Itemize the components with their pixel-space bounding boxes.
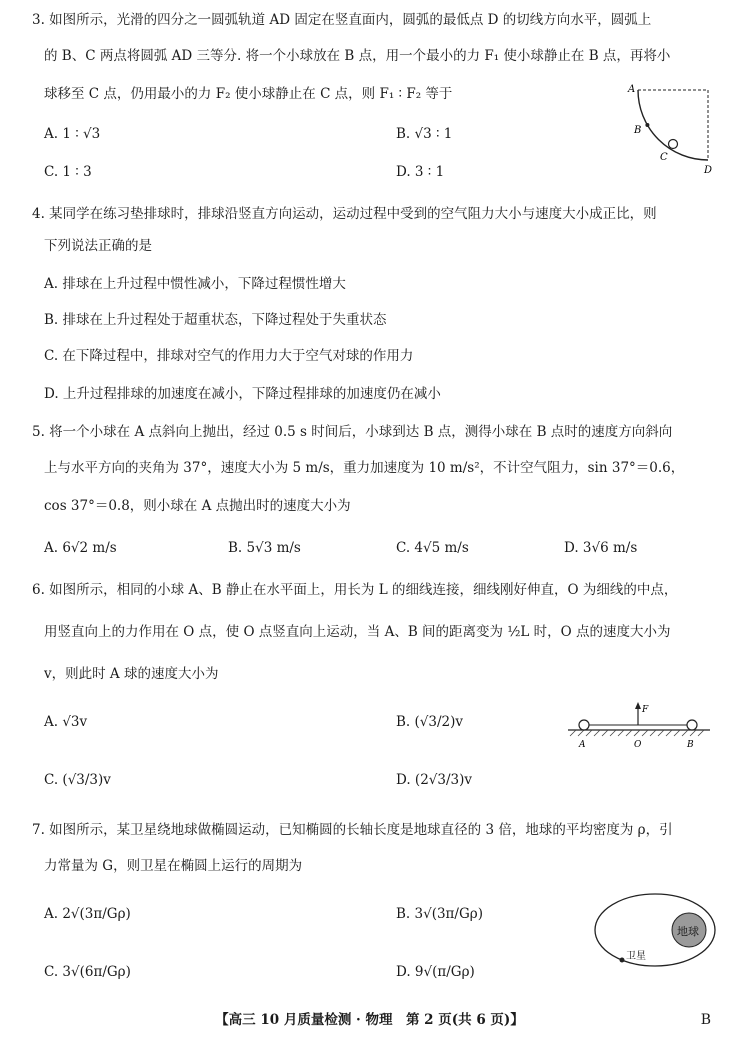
q6-option-a: A. √3v [44, 714, 88, 730]
q3-option-d: D. 3 ∶ 1 [396, 164, 445, 180]
q6-option-d: D. (2√3/3)v [396, 772, 473, 788]
q6-line-3: v，则此时 A 球的速度大小为 [44, 666, 219, 682]
q6-option-b: B. (√3/2)v [396, 714, 463, 730]
q5-option-a: A. 6√2 m/s [44, 540, 117, 556]
q3-ball [669, 140, 678, 149]
q7-line-1: 7. 如图所示，某卫星绕地球做椭圆运动，已知椭圆的长轴长度是地球直径的 3 倍，地球的平均密度为 ρ，引 [32, 822, 673, 838]
q3-label-a: A [628, 84, 636, 95]
q5-option-b: B. 5√3 m/s [228, 540, 301, 556]
q6-ball-b [687, 720, 697, 730]
q4-option-d: D. 上升过程排球的加速度在减小，下降过程排球的加速度仍在减小 [44, 386, 441, 402]
q3-option-c: C. 1 ∶ 3 [44, 164, 92, 180]
q7-satellite-label: 卫星 [626, 951, 646, 962]
q5-option-d: D. 3√6 m/s [564, 540, 638, 556]
q3-label-b: B [634, 125, 642, 136]
q5-option-c: C. 4√5 m/s [396, 540, 469, 556]
q6-string-figure [564, 700, 714, 752]
q6-line-1: 6. 如图所示，相同的小球 A、B 静止在水平面上，用长为 L 的细线连接，细线刚好伸直，O 为细线的中点， [32, 582, 678, 598]
q6-label-b: B [687, 740, 694, 750]
q3-line-2: 的 B、C 两点将圆弧 AD 三等分. 将一个小球放在 B 点，用一个最小的力 F₁ 使小球静止在 B 点，再将小 [44, 48, 671, 64]
q7-option-d: D. 9√(π/Gρ) [396, 964, 475, 980]
q6-ground-hatching [570, 730, 704, 736]
q6-label-a: A [579, 740, 586, 750]
q6-label-o: O [634, 740, 642, 750]
q7-satellite [620, 958, 625, 963]
q3-option-b: B. √3 ∶ 1 [396, 126, 453, 142]
q3-line-3: 球移至 C 点，仍用最小的力 F₂ 使小球静止在 C 点，则 F₁ ∶ F₂ 等于 [44, 86, 453, 102]
q7-orbit-figure [592, 890, 722, 974]
q5-line-2: 上与水平方向的夹角为 37°，速度大小为 5 m/s，重力加速度为 10 m/s²，不计空气阻力，sin 37°＝0.6， [44, 460, 685, 476]
q5-line-1: 5. 将一个小球在 A 点斜向上抛出，经过 0.5 s 时间后，小球到达 B 点，测得小球在 B 点时的速度方向斜向 [32, 424, 673, 440]
q3-label-c: C [660, 152, 668, 163]
q7-option-b: B. 3√(3π/Gρ) [396, 906, 483, 922]
q3-label-d: D [704, 165, 713, 176]
q7-earth-label: 地球 [677, 925, 699, 938]
q3-line-1: 3. 如图所示，光滑的四分之一圆弧轨道 AD 固定在竖直面内，圆弧的最低点 D 的切线方向水平，圆弧上 [32, 12, 652, 28]
q7-option-c: C. 3√(6π/Gρ) [44, 964, 131, 980]
q5-line-3: cos 37°＝0.8，则小球在 A 点抛出时的速度大小为 [44, 498, 351, 514]
q6-ball-a [579, 720, 589, 730]
q7-line-2: 力常量为 G，则卫星在椭圆上运行的周期为 [44, 858, 303, 874]
q6-label-f: F [642, 705, 649, 715]
q4-line-2: 下列说法正确的是 [44, 238, 152, 254]
q3-arc-figure [618, 82, 718, 177]
version-mark: B [700, 1012, 711, 1028]
q3-point-b [645, 123, 649, 127]
q4-line-1: 4. 某同学在练习垫排球时，排球沿竖直方向运动，运动过程中受到的空气阻力大小与速度大小成正比，则 [32, 206, 657, 222]
q6-option-c: C. (√3/3)v [44, 772, 111, 788]
q7-option-a: A. 2√(3π/Gρ) [44, 906, 131, 922]
q4-option-a: A. 排球在上升过程中惯性减小，下降过程惯性增大 [44, 276, 346, 292]
q6-line-2: 用竖直向上的力作用在 O 点，使 O 点竖直向上运动，当 A、B 间的距离变为 ½L 时，O 点的速度大小为 [44, 624, 671, 640]
q4-option-b: B. 排球在上升过程处于超重状态，下降过程处于失重状态 [44, 312, 387, 328]
page-footer: 【高三 10 月质量检测 · 物理 第 2 页(共 6 页)】 [215, 1012, 524, 1028]
q6-force-arrowhead [635, 702, 641, 709]
q4-option-c: C. 在下降过程中，排球对空气的作用力大于空气对球的作用力 [44, 348, 414, 364]
q3-option-a: A. 1 ∶ √3 [44, 126, 101, 142]
